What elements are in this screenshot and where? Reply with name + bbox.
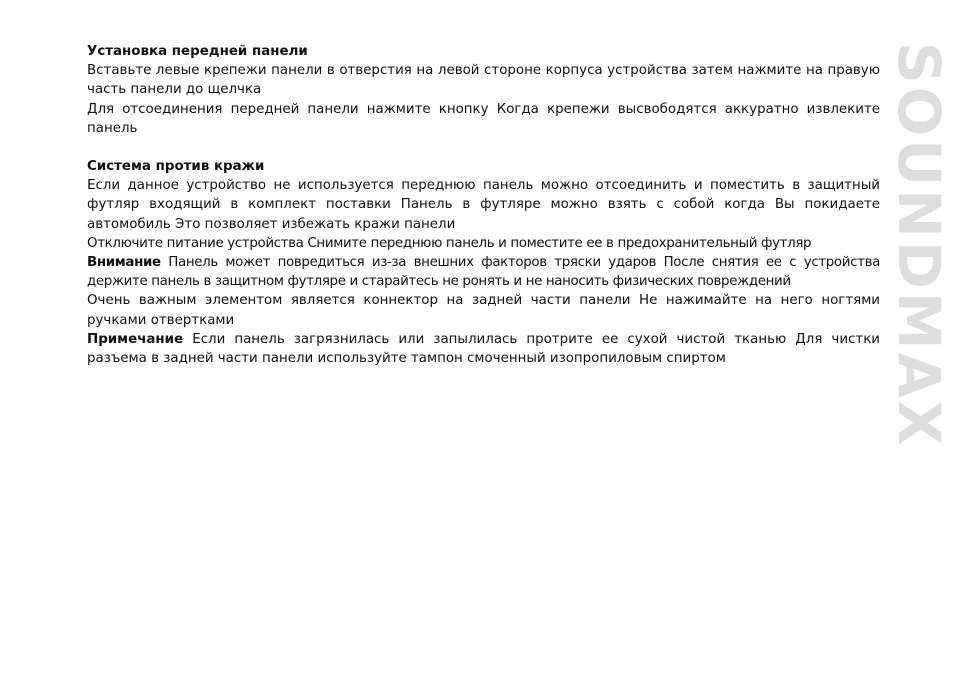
section-title-anti-theft: Система против кражи [87, 159, 265, 175]
paragraph-attention [87, 253, 880, 291]
paragraph-anti-theft-intro: Если данное устройство не используется переднюю панель можно отсоединить и поместить в защитный футляр входящий в комплект поставки Панель в футляре можно взять с собой когда Вы покидаете автомобиль Это позволяет избежать кражи панели [87, 178, 880, 232]
paragraph-note [87, 330, 880, 368]
manual-content [87, 42, 880, 368]
attention-label: Внимание [87, 255, 161, 271]
paragraph-detach-panel: Для отсоединения передней панели нажмите кнопку Когда крепежи высвободятся аккуратно извлеките панель [87, 101, 880, 136]
brand-logo-text: SOUNDMAX [885, 42, 953, 449]
section-spacer [87, 138, 880, 157]
attention-text: Панель может повредиться из-за внешних факторов тряски ударов После снятия ее с устройства держите панель в защитном футляре и старайтесь не ронять и не наносить физических повреждений [87, 255, 880, 290]
paragraph-install-panel: Вставьте левые крепежи панели в отверстия на левой стороне корпуса устройства затем нажмите на правую часть панели до щелчка [87, 63, 880, 98]
brand-sidebar [885, 42, 953, 602]
paragraph-connector-warning: Очень важным элементом является коннектор на задней части панели Не нажимайте на него ногтями ручками отвертками [87, 293, 880, 328]
note-label: Примечание [87, 331, 184, 347]
paragraph-power-off: Отключите питание устройства Снимите переднюю панель и поместите ее в предохранительный футляр [87, 235, 812, 251]
section-title-panel-installation: Установка передней панели [87, 44, 308, 59]
note-text: Если панель загрязнилась или запылилась протрите ее сухой чистой тканью Для чистки разъема в задней части панели используйте тампон смоченный изопропиловым спиртом [87, 331, 880, 367]
